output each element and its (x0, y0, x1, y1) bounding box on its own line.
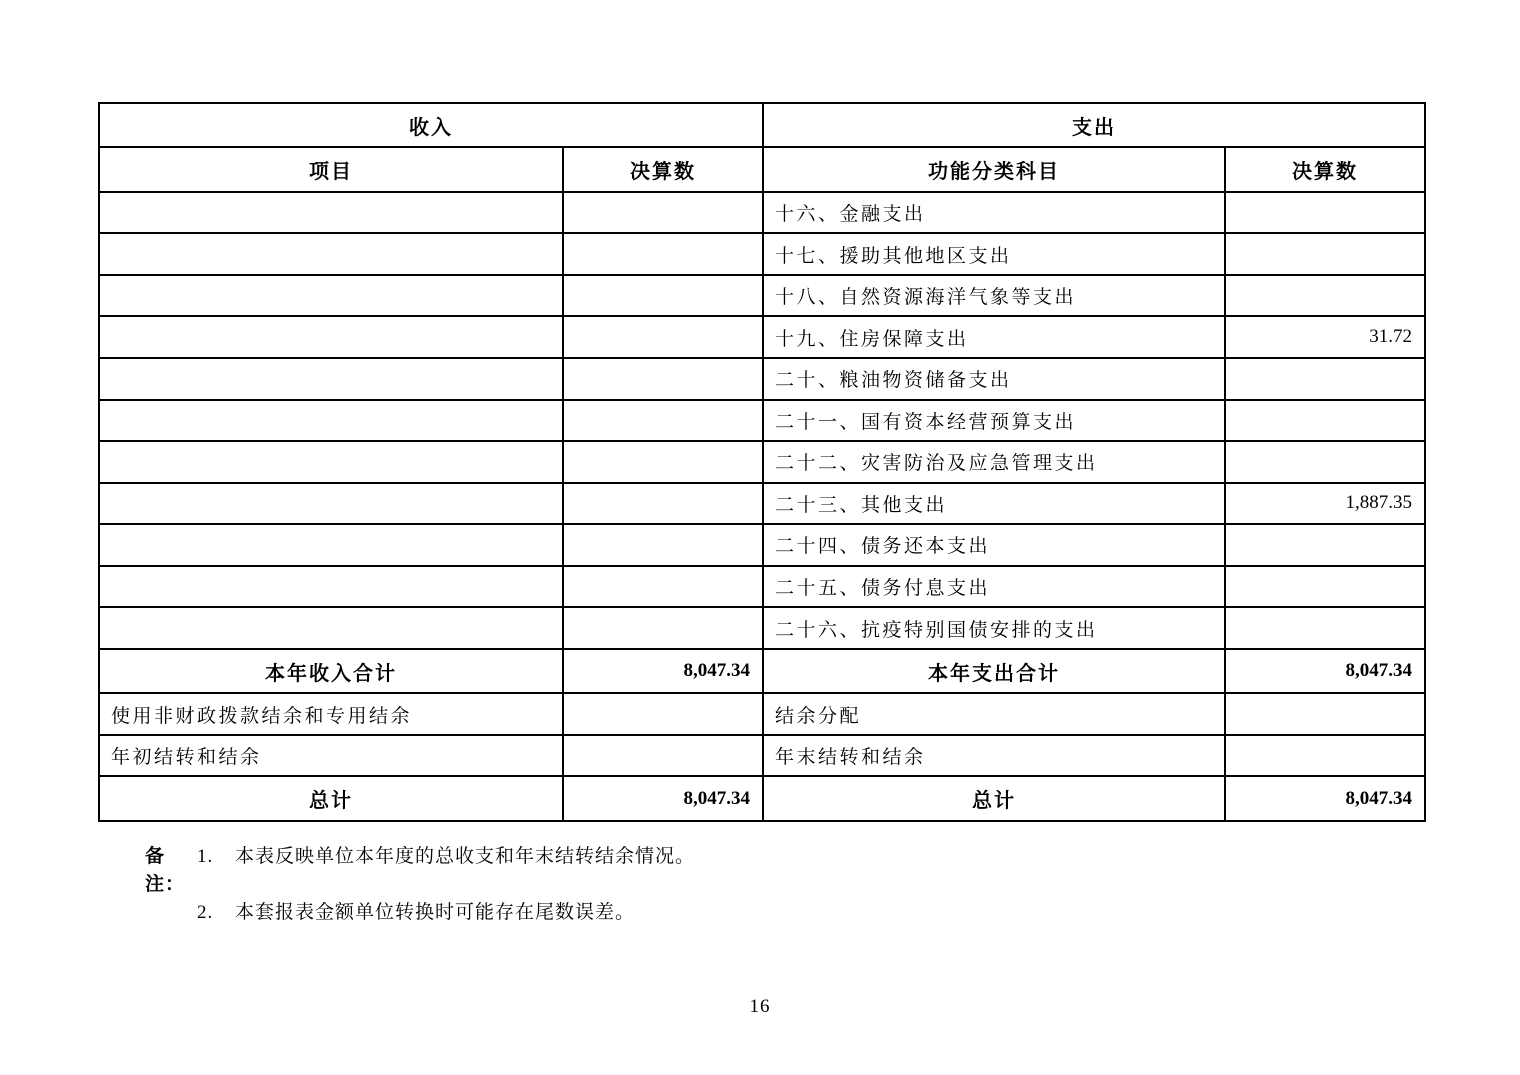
income-item-cell (99, 524, 563, 566)
expenditure-amount-cell (1225, 693, 1425, 735)
footnote-number: 1. (197, 846, 214, 867)
expenditure-amount-cell (1225, 192, 1425, 234)
income-item-cell (99, 275, 563, 317)
income-amount-cell (563, 607, 763, 649)
income-item-cell (99, 233, 563, 275)
column-header-row (99, 147, 1425, 191)
expenditure-total-label: 本年支出合计 (763, 649, 1225, 693)
income-amount-cell (563, 358, 763, 400)
annual-total-row (99, 649, 1425, 693)
page-number: 16 (749, 996, 771, 1017)
expenditure-amount-cell (1225, 400, 1425, 442)
col-header-expenditure-item: 功能分类科目 (763, 147, 1225, 191)
table-row (99, 483, 1425, 525)
col-header-expenditure-amount: 决算数 (1225, 147, 1425, 191)
income-item-cell (99, 483, 563, 525)
income-item-cell (99, 566, 563, 608)
footnote-line (197, 899, 695, 927)
income-item-cell (99, 316, 563, 358)
income-item-cell: 年初结转和结余 (99, 735, 563, 777)
footnote-number: 2. (197, 902, 214, 923)
expenditure-amount-cell (1225, 566, 1425, 608)
income-total-value: 8,047.34 (563, 649, 763, 693)
table-row (99, 192, 1425, 234)
expenditure-item-cell: 结余分配 (763, 693, 1225, 735)
expenditure-item-cell: 二十一、国有资本经营预算支出 (763, 400, 1225, 442)
income-item-cell (99, 192, 563, 234)
income-total-label: 本年收入合计 (99, 649, 563, 693)
income-expenditure-summary-table (98, 102, 1426, 822)
income-grand-total-value: 8,047.34 (563, 776, 763, 821)
expenditure-grand-total-label: 总计 (763, 776, 1225, 821)
income-item-cell (99, 441, 563, 483)
carryover-row (99, 693, 1425, 735)
section-header-row (99, 103, 1425, 147)
expenditure-total-value: 8,047.34 (1225, 649, 1425, 693)
footnote-line (145, 843, 695, 899)
expenditure-amount-cell: 1,887.35 (1225, 483, 1425, 525)
expenditure-section-header: 支出 (763, 103, 1425, 147)
table-row (99, 358, 1425, 400)
expenditure-item-cell: 二十六、抗疫特别国债安排的支出 (763, 607, 1225, 649)
income-amount-cell (563, 735, 763, 777)
income-amount-cell (563, 693, 763, 735)
expenditure-item-cell: 二十二、灾害防治及应急管理支出 (763, 441, 1225, 483)
expenditure-grand-total-value: 8,047.34 (1225, 776, 1425, 821)
expenditure-item-cell: 十八、自然资源海洋气象等支出 (763, 275, 1225, 317)
income-grand-total-label: 总计 (99, 776, 563, 821)
col-header-income-item: 项目 (99, 147, 563, 191)
income-amount-cell (563, 400, 763, 442)
expenditure-amount-cell (1225, 275, 1425, 317)
income-amount-cell (563, 566, 763, 608)
expenditure-amount-cell (1225, 607, 1425, 649)
expenditure-item-cell: 二十三、其他支出 (763, 483, 1225, 525)
footnote-text: 本表反映单位本年度的总收支和年末结转结余情况。 (235, 846, 696, 867)
table-row (99, 607, 1425, 649)
income-amount-cell (563, 441, 763, 483)
table-row (99, 275, 1425, 317)
expenditure-item-cell: 年末结转和结余 (763, 735, 1225, 777)
grand-total-row (99, 776, 1425, 821)
table-row (99, 524, 1425, 566)
expenditure-amount-cell: 31.72 (1225, 316, 1425, 358)
table-row (99, 441, 1425, 483)
table-row (99, 233, 1425, 275)
income-item-cell: 使用非财政拨款结余和专用结余 (99, 693, 563, 735)
table-row (99, 566, 1425, 608)
income-amount-cell (563, 233, 763, 275)
footnotes (145, 843, 695, 927)
footnote-text: 本套报表金额单位转换时可能存在尾数误差。 (235, 902, 636, 923)
income-section-header: 收入 (99, 103, 763, 147)
income-amount-cell (563, 483, 763, 525)
expenditure-amount-cell (1225, 441, 1425, 483)
carryover-row (99, 735, 1425, 777)
footnote-label: 备注： (145, 846, 186, 895)
expenditure-amount-cell (1225, 358, 1425, 400)
income-amount-cell (563, 524, 763, 566)
expenditure-amount-cell (1225, 524, 1425, 566)
expenditure-item-cell: 二十四、债务还本支出 (763, 524, 1225, 566)
col-header-income-amount: 决算数 (563, 147, 763, 191)
table-row (99, 400, 1425, 442)
expenditure-amount-cell (1225, 233, 1425, 275)
expenditure-item-cell: 十九、住房保障支出 (763, 316, 1225, 358)
expenditure-item-cell: 二十、粮油物资储备支出 (763, 358, 1225, 400)
expenditure-item-cell: 十七、援助其他地区支出 (763, 233, 1225, 275)
expenditure-amount-cell (1225, 735, 1425, 777)
income-amount-cell (563, 316, 763, 358)
expenditure-item-cell: 十六、金融支出 (763, 192, 1225, 234)
income-amount-cell (563, 275, 763, 317)
income-amount-cell (563, 192, 763, 234)
income-item-cell (99, 358, 563, 400)
income-item-cell (99, 607, 563, 649)
expenditure-item-cell: 二十五、债务付息支出 (763, 566, 1225, 608)
income-item-cell (99, 400, 563, 442)
table-row (99, 316, 1425, 358)
